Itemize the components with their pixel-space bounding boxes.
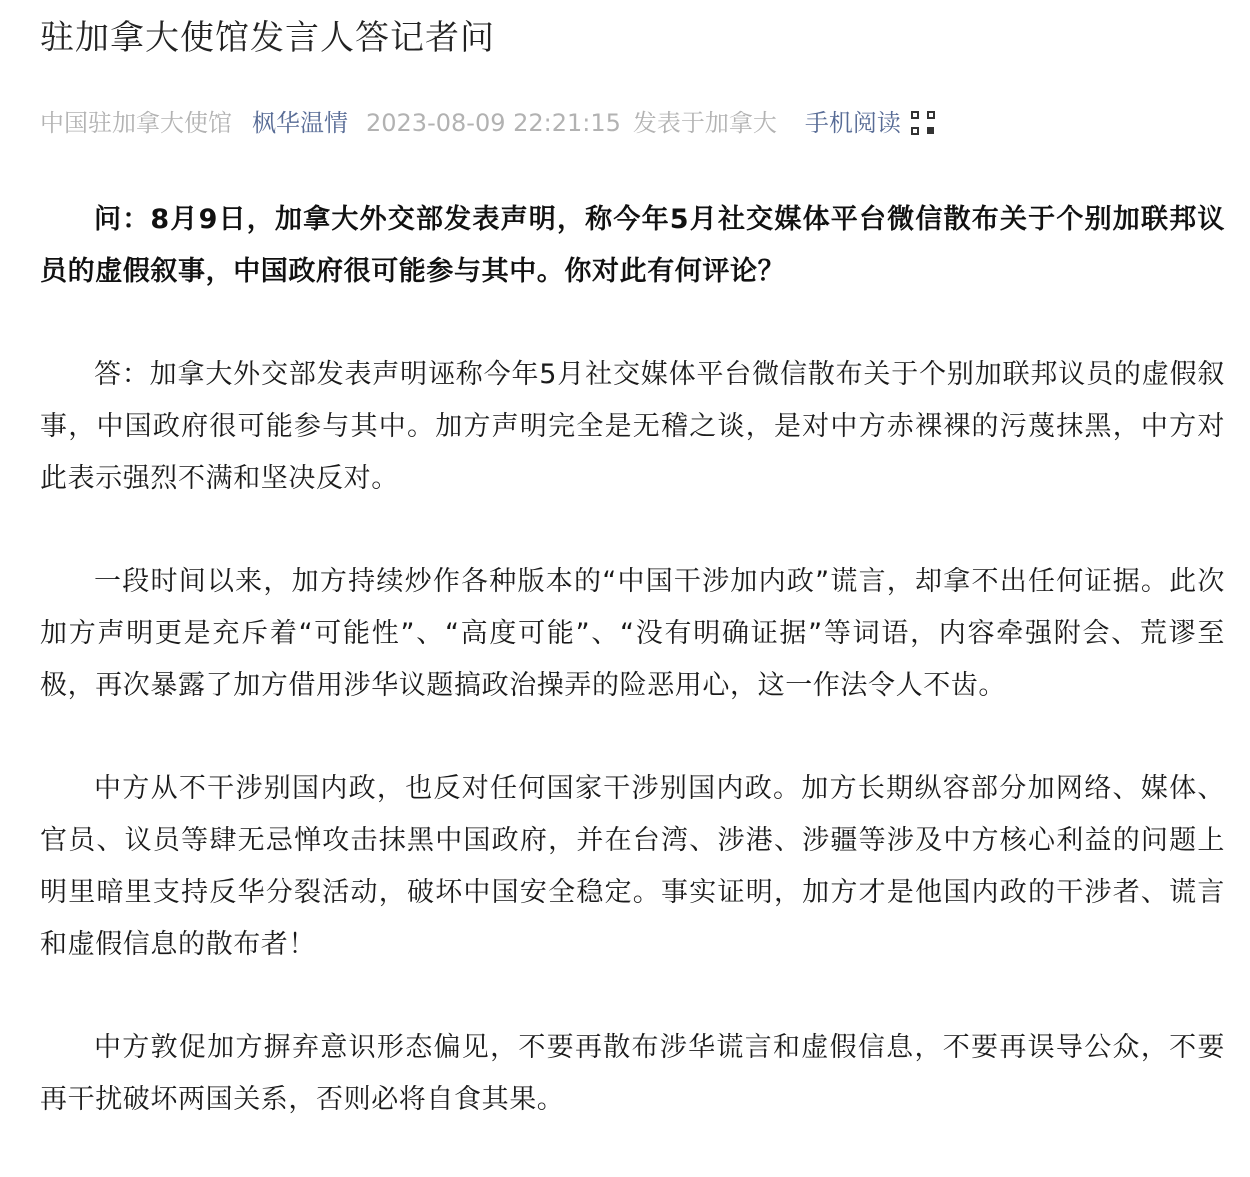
article-meta	[40, 108, 1225, 138]
publish-location: 发表于加拿大	[632, 109, 777, 137]
article-title: 驻加拿大使馆发言人答记者问	[40, 18, 495, 58]
body-paragraph: 中方敦促加方摒弃意识形态偏见，不要再散布涉华谎言和虚假信息，不要再误导公众，不要再干扰破坏两国关系，否则必将自食其果。	[40, 1032, 1225, 1115]
body-paragraph: 一段时间以来，加方持续炒作各种版本的“中国干涉加内政”谎言，却拿不出任何证据。此次加方声明更是充斥着“可能性”、“高度可能”、“没有明确证据”等词语，内容牵强附会、荒谬至极，再次暴露了加方借用涉华议题搞政治操弄的险恶用心，这一作法令人不齿。	[40, 566, 1225, 701]
question-paragraph: 问：8月9日，加拿大外交部发表声明，称今年5月社交媒体平台微信散布关于个别加联邦议员的虚假叙事，中国政府很可能参与其中。你对此有何评论？	[40, 204, 1225, 287]
publish-datetime: 2023-08-09 22:21:15	[366, 109, 621, 137]
body-paragraph: 中方从不干涉别国内政，也反对任何国家干涉别国内政。加方长期纵容部分加网络、媒体、官员、议员等肆无忌惮攻击抹黑中国政府，并在台湾、涉港、涉疆等涉及中方核心利益的问题上明里暗里支持反华分裂活动，破坏中国安全稳定。事实证明，加方才是他国内政的干涉者、谎言和虚假信息的散布者！	[40, 773, 1225, 960]
account-link[interactable]: 枫华温情	[252, 109, 348, 137]
answer-paragraph: 答：加拿大外交部发表声明诬称今年5月社交媒体平台微信散布关于个别加联邦议员的虚假叙事，中国政府很可能参与其中。加方声明完全是无稽之谈，是对中方赤裸裸的污蔑抹黑，中方对此表示强烈不满和坚决反对。	[40, 359, 1225, 494]
mobile-read-button[interactable]	[805, 108, 935, 138]
qr-code-icon[interactable]	[911, 111, 935, 135]
article-body	[40, 194, 1225, 1126]
author-name: 中国驻加拿大使馆	[40, 109, 232, 137]
mobile-read-label: 手机阅读	[804, 109, 901, 137]
article	[40, 0, 1225, 1177]
